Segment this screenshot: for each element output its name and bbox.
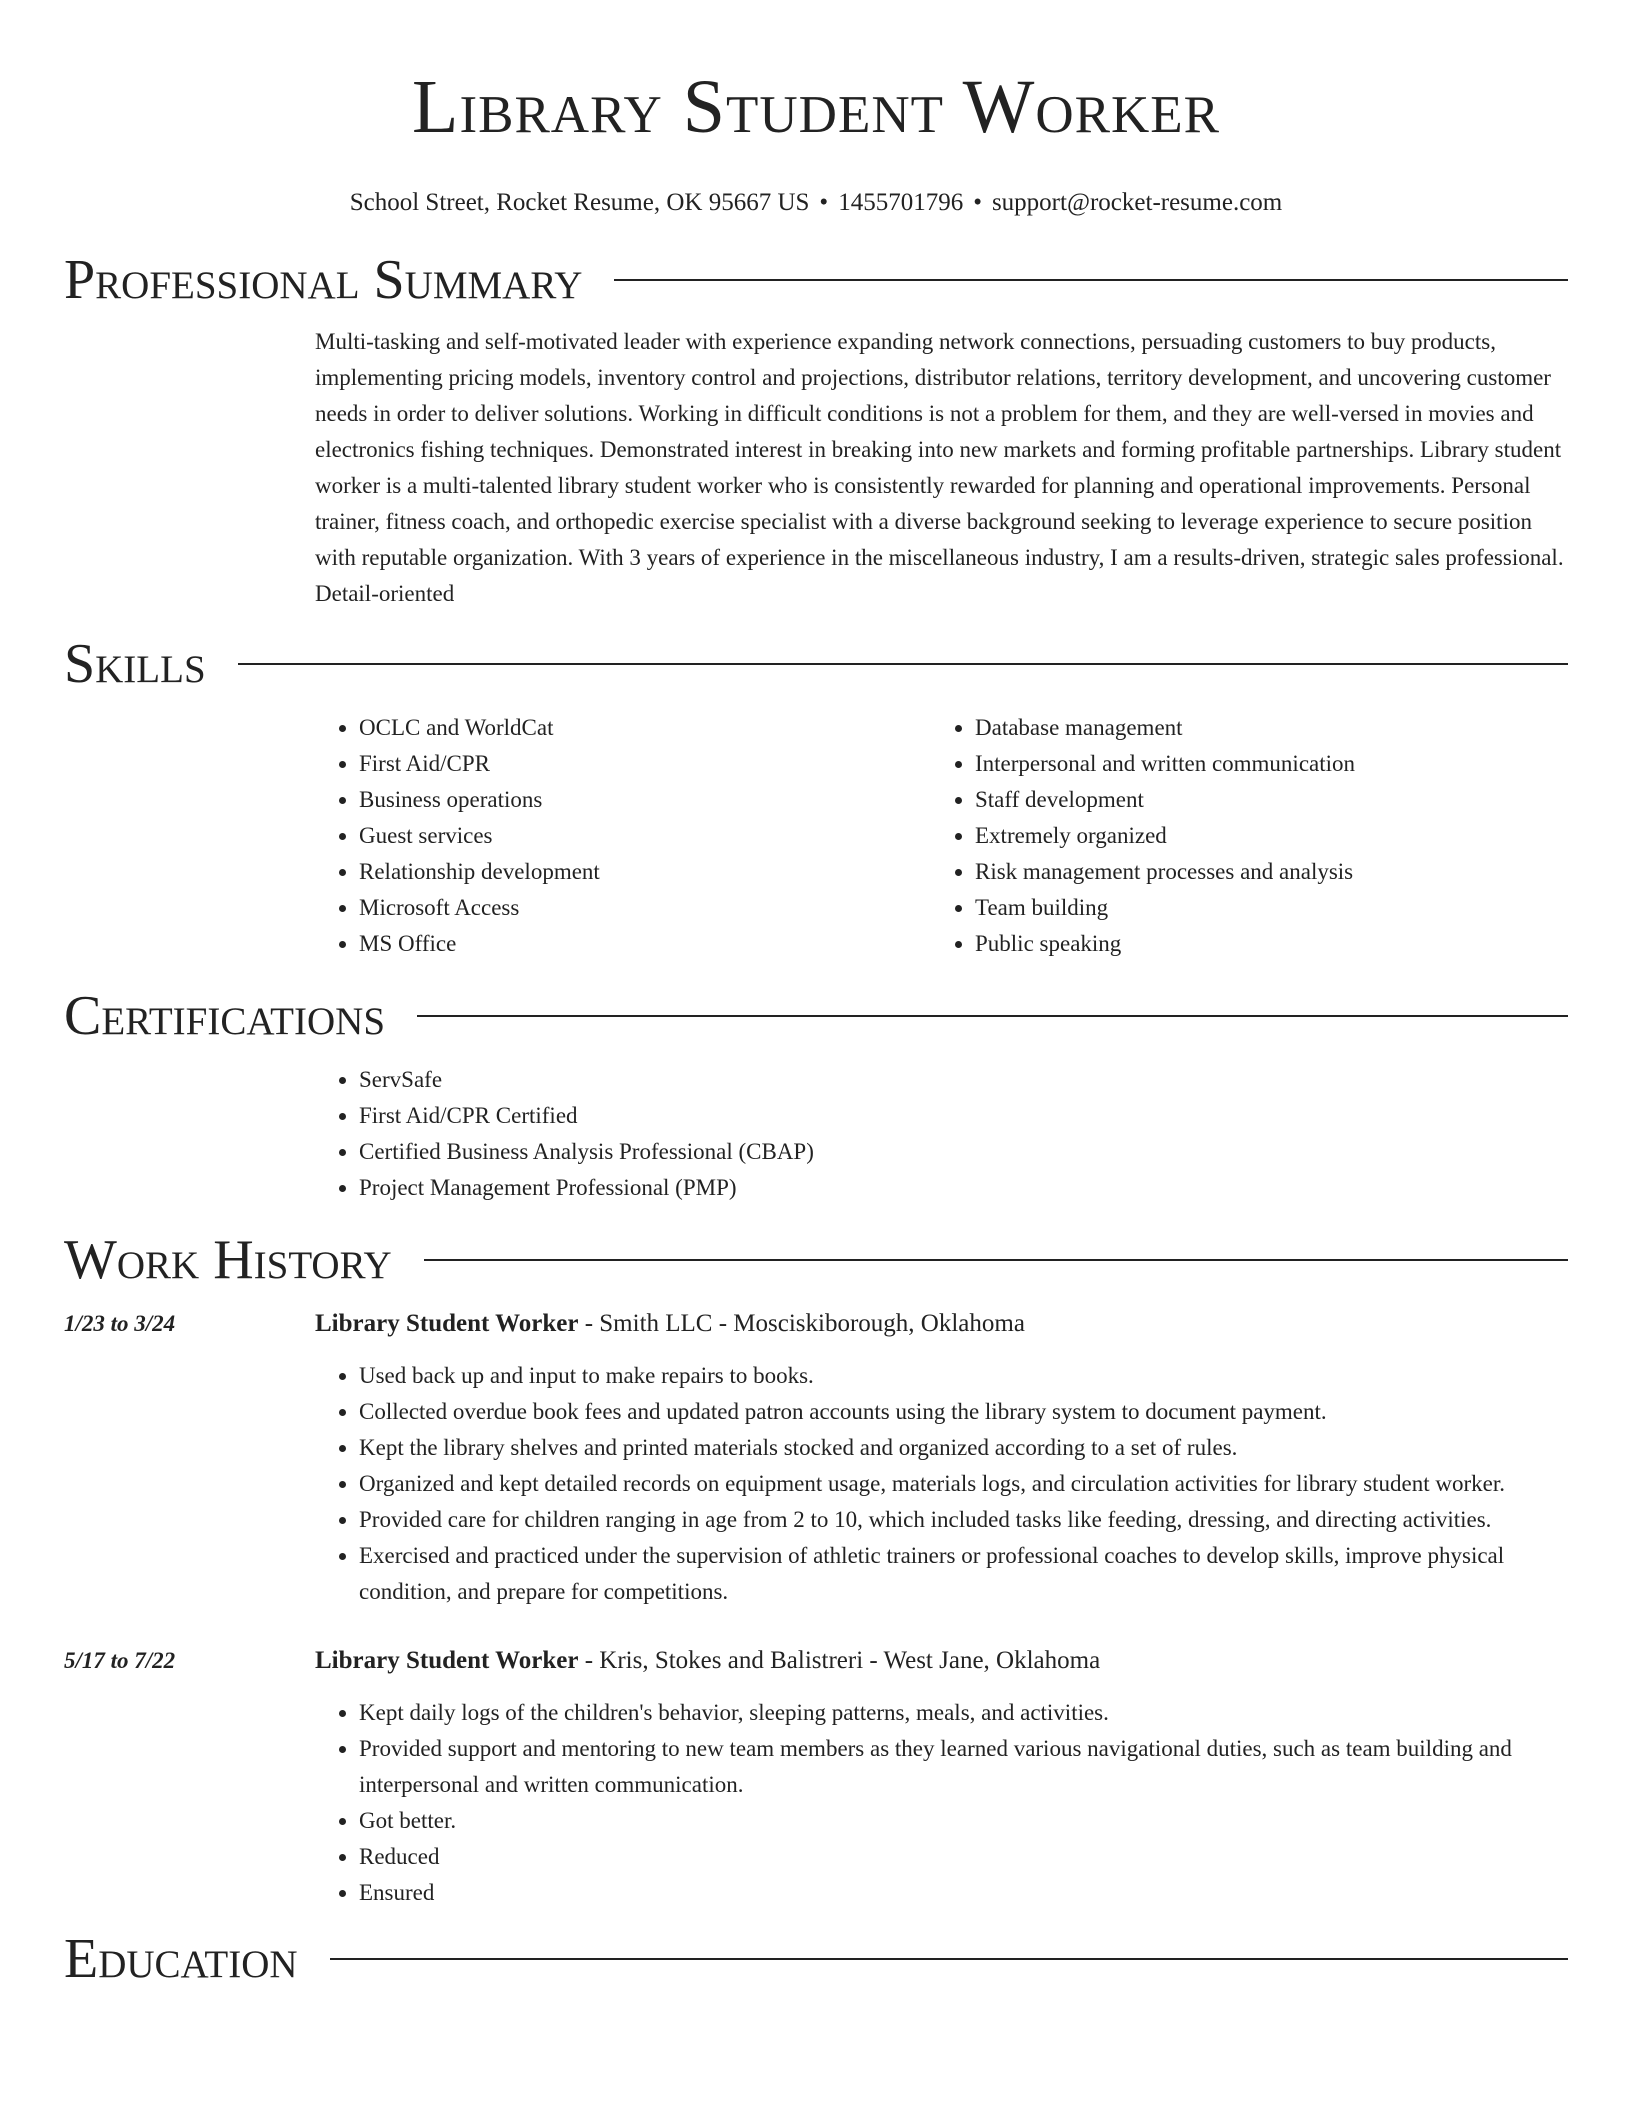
skill-item: • Team building [975, 890, 1547, 926]
section-divider [614, 279, 1568, 281]
address: School Street, Rocket Resume, OK 95667 US [349, 189, 810, 216]
job-bullet: • Kept the library shelves and printed materials stocked and organized according to a set of rules. [359, 1430, 1568, 1466]
job-title-line [315, 1306, 1568, 1342]
skills-column-right [931, 710, 1547, 962]
job-bullet: • Ensured [359, 1875, 1568, 1911]
job-dates: 1/23 to 3/24 [64, 1311, 176, 1336]
job-bullet: • Organized and kept detailed records on equipment usage, materials logs, and circulation activities for library student worker. [359, 1466, 1568, 1502]
certification-item: • First Aid/CPR Certified [359, 1098, 1568, 1134]
section-divider [238, 663, 1568, 665]
job-bullet: • Got better. [359, 1803, 1568, 1839]
job-employer: - Smith LLC - Mosciskiborough, Oklahoma [578, 1310, 1025, 1337]
job-bullet: • Reduced [359, 1839, 1568, 1875]
section-heading: Certifications [64, 985, 386, 1047]
skill-item: • Extremely organized [975, 818, 1547, 854]
job-bullet: • Kept daily logs of the children's behavior, sleeping patterns, meals, and activities. [359, 1695, 1568, 1731]
work-history-section-header [64, 1228, 1568, 1292]
section-heading: Education [64, 1928, 298, 1990]
resume-page [64, 0, 1568, 1991]
job-bullets [315, 1358, 1568, 1610]
job-title-line [315, 1643, 1568, 1679]
section-divider [330, 1958, 1568, 1960]
job-bullets [315, 1695, 1568, 1911]
education-section-header [64, 1927, 1568, 1991]
skill-item: • Interpersonal and written communication [975, 746, 1547, 782]
job-employer: - Kris, Stokes and Balistreri - West Jane, Oklahoma [578, 1647, 1101, 1674]
job-title: Library Student Worker [315, 1310, 579, 1337]
skill-item: • Public speaking [975, 926, 1547, 962]
skill-item: • OCLC and WorldCat [359, 710, 931, 746]
certification-item: • ServSafe [359, 1062, 1568, 1098]
email: support@rocket-resume.com [991, 189, 1283, 216]
summary-section-header [64, 248, 1568, 312]
job-bullet: • Used back up and input to make repairs to books. [359, 1358, 1568, 1394]
job-dates: 5/17 to 7/22 [64, 1648, 176, 1673]
job-bullet: • Exercised and practiced under the supervision of athletic trainers or professional coaches to develop skills, improve physical condition, and prepare for competitions. [359, 1538, 1568, 1610]
skill-item: • MS Office [359, 926, 931, 962]
summary-text: Multi-tasking and self-motivated leader with experience expanding network connections, persuading customers to buy products, implementing pricing models, inventory control and projections, distributor relations, territory development, and uncovering customer needs in order to deliver solutions. Working in difficult conditions is not a problem for them, and they are well-versed in movies and electronics fishing techniques. Demonstrated interest in breaking into new markets and forming profitable partnerships. Library student worker is a multi-talented library student worker who is consistently rewarded for planning and operational improvements. Personal trainer, fitness coach, and orthopedic exercise specialist with a diverse background seeking to leverage experience to secure position with reputable organization. With 3 years of experience in the miscellaneous industry, I am a results-driven, strategic sales professional. Detail-oriented [315, 329, 1564, 606]
job-body [315, 1643, 1568, 1911]
job-bullet: • Provided care for children ranging in age from 2 to 10, which included tasks like feeding, dressing, and directing activities. [359, 1502, 1568, 1538]
section-divider [424, 1259, 1568, 1261]
skills-list [315, 710, 1568, 962]
section-divider [417, 1015, 1568, 1017]
phone: 1455701796 [838, 189, 964, 216]
skills-column-left [315, 710, 931, 962]
job-title: Library Student Worker [315, 1647, 579, 1674]
certifications-list [315, 1062, 1568, 1206]
skill-item: • Microsoft Access [359, 890, 931, 926]
skill-item: • Guest services [359, 818, 931, 854]
skill-item: • Staff development [975, 782, 1547, 818]
certifications-section-header [64, 984, 1568, 1048]
section-heading: Work History [64, 1229, 392, 1291]
resume-title: Library Student Worker [412, 65, 1220, 149]
section-heading: Professional Summary [64, 249, 583, 311]
job-entry [64, 1306, 1568, 1610]
skill-item: • First Aid/CPR [359, 746, 931, 782]
certification-item: • Certified Business Analysis Professional (CBAP) [359, 1134, 1568, 1170]
job-entry [64, 1643, 1568, 1911]
summary-body [315, 324, 1568, 612]
skills-section-header [64, 632, 1568, 696]
separator: • [973, 189, 982, 216]
skill-item: • Database management [975, 710, 1547, 746]
contact-line [64, 188, 1568, 218]
skill-item: • Risk management processes and analysis [975, 854, 1547, 890]
section-heading: Skills [64, 633, 206, 695]
job-bullet: • Collected overdue book fees and updated patron accounts using the library system to document payment. [359, 1394, 1568, 1430]
skill-item: • Business operations [359, 782, 931, 818]
skill-item: • Relationship development [359, 854, 931, 890]
job-body [315, 1306, 1568, 1610]
separator: • [819, 189, 829, 216]
certification-item: • Project Management Professional (PMP) [359, 1170, 1568, 1206]
job-bullet: • Provided support and mentoring to new team members as they learned various navigational duties, such as team building and interpersonal and written communication. [359, 1731, 1568, 1803]
